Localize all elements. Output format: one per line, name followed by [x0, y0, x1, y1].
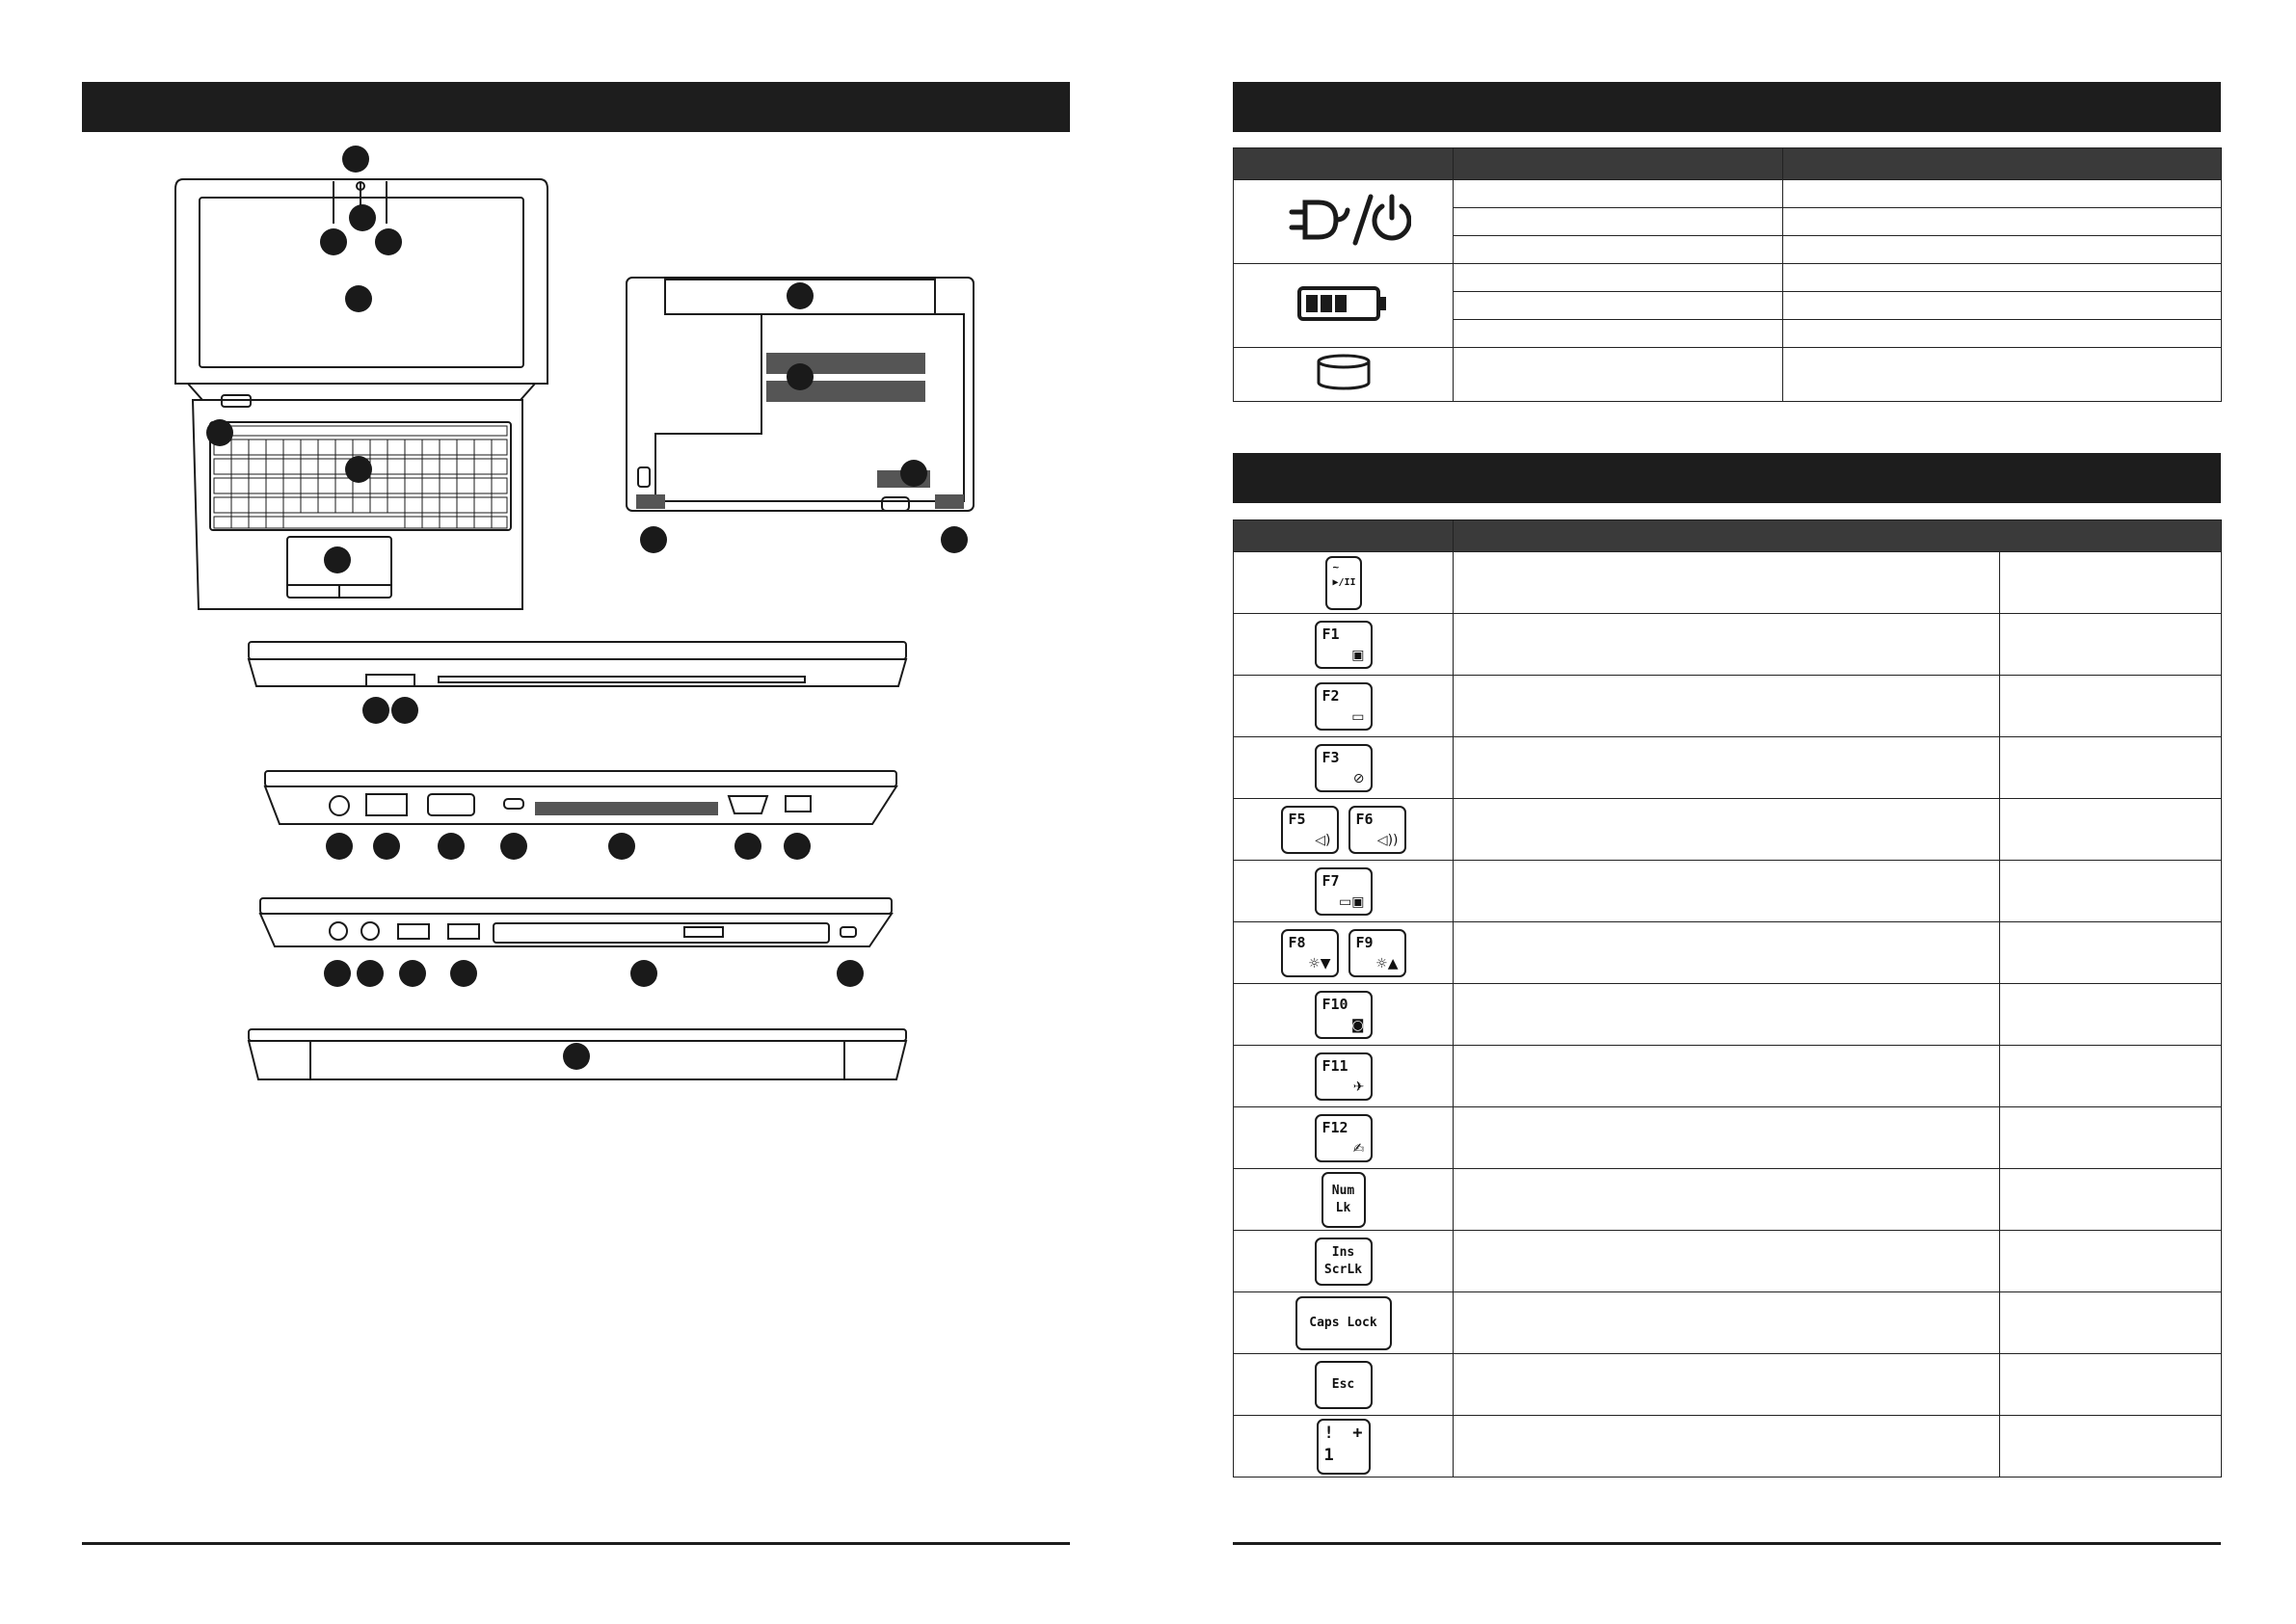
key-label: F2 [1322, 686, 1340, 705]
callout-marker [438, 833, 465, 860]
key-label-group [1323, 1183, 1364, 1217]
key-note-cell [2000, 1107, 2222, 1169]
key-icon-cell [1234, 922, 1454, 984]
key-icon-cell [1234, 984, 1454, 1046]
led-indicator-table [1233, 147, 2222, 402]
led-icon-cell [1234, 180, 1454, 264]
laptop-front-view [249, 642, 906, 686]
key-description-cell [1454, 1046, 2000, 1107]
callout-marker [500, 833, 527, 860]
key-description-cell [1454, 861, 2000, 922]
hotkey-table [1233, 519, 2222, 1478]
key-description-cell [1454, 922, 2000, 984]
volume-down-icon: ◁) [1315, 832, 1331, 848]
key-label: Ins [1331, 1244, 1355, 1260]
table-row [1234, 737, 2222, 799]
key-icon-cell [1234, 1107, 1454, 1169]
sleep-icon: ▣ [1351, 647, 1365, 663]
callout-marker [608, 833, 635, 860]
callout-marker [787, 282, 814, 309]
key-note-cell [2000, 737, 2222, 799]
callout-marker [324, 546, 351, 573]
key-note-cell [2000, 1231, 2222, 1292]
esc-key-icon [1315, 1361, 1373, 1409]
callout-marker [206, 419, 233, 446]
num-lock-key-icon [1322, 1172, 1366, 1228]
battery-icon [1295, 282, 1392, 325]
key-label: Esc [1331, 1376, 1355, 1392]
callout-marker [630, 960, 657, 987]
table-row [1234, 1292, 2222, 1354]
led-status-cell [1454, 236, 1783, 264]
key-table-header [1234, 520, 2222, 552]
volume-up-icon: ◁)) [1376, 832, 1399, 848]
key-label: 1 [1323, 1445, 1334, 1465]
key-note-cell [2000, 614, 2222, 676]
key-label: F11 [1322, 1056, 1348, 1075]
key-description-cell [1454, 1231, 2000, 1292]
led-col-description [1783, 148, 2222, 180]
key-icon-cell [1234, 552, 1454, 614]
f10-key-icon [1315, 991, 1373, 1039]
key-note-cell [2000, 1169, 2222, 1231]
key-note-cell [2000, 1354, 2222, 1416]
f5-key-icon [1281, 806, 1339, 854]
key-note-cell [2000, 799, 2222, 861]
f8-key-icon [1281, 929, 1339, 977]
led-status-cell [1454, 180, 1783, 208]
key-icon-cell [1234, 1169, 1454, 1231]
callout-marker [734, 833, 761, 860]
hard-disk-icon [1315, 352, 1373, 392]
key-description-cell [1454, 1416, 2000, 1478]
callout-marker [784, 833, 811, 860]
right-side-callouts [324, 960, 864, 987]
callout-marker [342, 146, 369, 173]
caps-lock-key-icon [1295, 1296, 1392, 1350]
media-fn-key-icon [1325, 556, 1362, 610]
key-label: Num [1331, 1183, 1355, 1198]
f6-key-icon [1348, 806, 1406, 854]
callout-marker [391, 697, 418, 724]
key-label: + [1352, 1423, 1363, 1443]
right-header-bar-led [1233, 82, 2221, 132]
left-side-vents [535, 802, 718, 815]
left-side-callouts [326, 833, 811, 860]
table-row [1234, 180, 2222, 208]
key-icon-cell [1234, 1416, 1454, 1478]
key-icon-cell [1234, 737, 1454, 799]
table-row [1234, 676, 2222, 737]
key-description-cell [1454, 676, 2000, 737]
left-footer-rule [82, 1542, 1070, 1545]
led-icon-cell [1234, 348, 1454, 402]
callout-marker [357, 960, 384, 987]
table-row [1234, 1046, 2222, 1107]
callout-marker [324, 960, 351, 987]
led-status-cell [1454, 292, 1783, 320]
callout-marker [900, 460, 927, 487]
key-icon-cell [1234, 1046, 1454, 1107]
key-description-cell [1454, 799, 2000, 861]
key-description-cell [1454, 1169, 2000, 1231]
led-status-cell [1454, 348, 1783, 402]
led-col-icon [1234, 148, 1454, 180]
callout-marker [345, 285, 372, 312]
table-row [1234, 922, 2222, 984]
key-label: F12 [1322, 1118, 1348, 1136]
callout-marker [563, 1043, 590, 1070]
key-label: ~ [1332, 560, 1340, 573]
table-row [1234, 348, 2222, 402]
key-icon-cell [1234, 1292, 1454, 1354]
led-status-cell [1454, 264, 1783, 292]
key-label: F1 [1322, 625, 1340, 643]
led-icon-cell [1234, 264, 1454, 348]
f12-key-icon [1315, 1114, 1373, 1162]
callout-marker [399, 960, 426, 987]
mute-icon: ⊘ [1352, 770, 1365, 786]
key-label: F5 [1288, 810, 1306, 828]
touchpad-toggle-icon: ✍ [1352, 1140, 1365, 1157]
key-label: F10 [1322, 995, 1348, 1013]
table-row [1234, 1169, 2222, 1231]
f2-key-icon [1315, 682, 1373, 731]
callout-marker [373, 833, 400, 860]
key-icon-cell [1234, 614, 1454, 676]
key-label-group [1317, 1244, 1371, 1279]
key-col-icon [1234, 520, 1454, 552]
f1-key-icon [1315, 621, 1373, 669]
key-icon-cell [1234, 1354, 1454, 1416]
table-row [1234, 264, 2222, 292]
callout-marker [345, 456, 372, 483]
key-icon-cell [1234, 799, 1454, 861]
key-label: F6 [1355, 810, 1374, 828]
key-description-cell [1454, 1354, 2000, 1416]
right-footer-rule [1233, 1542, 2221, 1545]
led-status-cell [1454, 320, 1783, 348]
key-label: ▶/II [1332, 576, 1356, 588]
callout-marker [320, 228, 347, 255]
lcd-toggle-icon: ▭ [1351, 708, 1365, 725]
led-description-cell [1783, 236, 2222, 264]
ins-scrlk-key-icon [1315, 1238, 1373, 1286]
table-row [1234, 861, 2222, 922]
f11-key-icon [1315, 1052, 1373, 1101]
key-label: ScrLk [1323, 1262, 1363, 1277]
f9-key-icon [1348, 929, 1406, 977]
led-description-cell [1783, 292, 2222, 320]
key-note-cell [2000, 1416, 2222, 1478]
key-note-cell [2000, 1046, 2222, 1107]
table-row [1234, 552, 2222, 614]
key-description-cell [1454, 737, 2000, 799]
airplane-mode-icon: ✈ [1352, 1078, 1365, 1095]
key-label: F9 [1355, 933, 1374, 951]
laptop-left-side-view [265, 771, 896, 824]
key-label: Caps Lock [1309, 1315, 1377, 1330]
laptop-right-side-view [260, 898, 892, 946]
brightness-down-icon: ☼▼ [1308, 955, 1331, 972]
camera-icon: ◙ [1350, 1017, 1365, 1033]
key-note-cell [2000, 922, 2222, 984]
key-col-function [1454, 520, 2222, 552]
key-note-cell [2000, 552, 2222, 614]
right-page [1148, 0, 2296, 1624]
callout-marker [375, 228, 402, 255]
key-description-cell [1454, 1107, 2000, 1169]
key-label: F3 [1322, 748, 1340, 766]
back-view-callouts [563, 1043, 590, 1070]
led-description-cell [1783, 208, 2222, 236]
f7-key-icon [1315, 867, 1373, 916]
table-row [1234, 1231, 2222, 1292]
table-row [1234, 1354, 2222, 1416]
key-icon-cell [1234, 861, 1454, 922]
f3-key-icon [1315, 744, 1373, 792]
top-view-callouts [206, 146, 402, 573]
callout-marker [362, 697, 389, 724]
keyboard-key-dividers [231, 439, 492, 528]
key-note-cell [2000, 984, 2222, 1046]
front-view-callouts [362, 697, 418, 724]
callout-marker [640, 526, 667, 553]
led-table-header [1234, 148, 2222, 180]
right-header-bar-keys [1233, 453, 2221, 503]
key-description-cell [1454, 614, 2000, 676]
led-col-status [1454, 148, 1783, 180]
callout-marker [450, 960, 477, 987]
bottom-view-callouts [640, 282, 968, 553]
key-label: F7 [1322, 871, 1340, 890]
led-description-cell [1783, 264, 2222, 292]
table-row [1234, 984, 2222, 1046]
led-status-cell [1454, 208, 1783, 236]
exclaim-1-key-icon [1317, 1419, 1371, 1475]
key-label: Lk [1335, 1200, 1351, 1215]
key-note-cell [2000, 1292, 2222, 1354]
led-description-cell [1783, 180, 2222, 208]
table-row [1234, 1107, 2222, 1169]
power-plug-icon [1276, 189, 1411, 251]
led-description-cell [1783, 348, 2222, 402]
callout-marker [837, 960, 864, 987]
brightness-up-icon: ☼▲ [1375, 955, 1399, 972]
laptop-top-view [175, 179, 547, 609]
key-icon-cell [1234, 676, 1454, 737]
callout-marker [787, 363, 814, 390]
key-description-cell [1454, 1292, 2000, 1354]
led-description-cell [1783, 320, 2222, 348]
key-icon-cell [1234, 1231, 1454, 1292]
key-note-cell [2000, 861, 2222, 922]
key-description-cell [1454, 552, 2000, 614]
callout-marker [349, 204, 376, 231]
key-description-cell [1454, 984, 2000, 1046]
key-note-cell [2000, 676, 2222, 737]
callout-marker [941, 526, 968, 553]
key-label: ! [1323, 1423, 1334, 1443]
key-label: F8 [1288, 933, 1306, 951]
callout-marker [326, 833, 353, 860]
table-row [1234, 799, 2222, 861]
table-row [1234, 614, 2222, 676]
display-switch-icon: ▭▣ [1339, 893, 1365, 910]
table-row [1234, 1416, 2222, 1478]
